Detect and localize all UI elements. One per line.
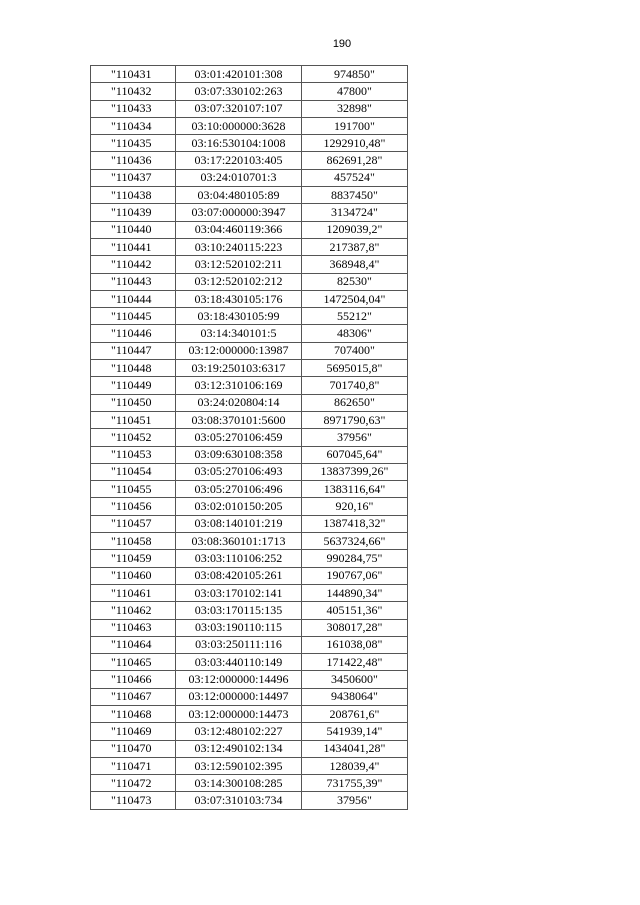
cadastral-number-cell: 03:05:270106:496 [176, 481, 302, 498]
row-number-cell: "110443 [91, 273, 176, 290]
cadastral-value-cell: 1434041,28" [302, 740, 408, 757]
cadastral-value-cell: 862650" [302, 394, 408, 411]
cadastral-number-cell: 03:12:310106:169 [176, 377, 302, 394]
cadastral-number-cell: 03:03:440110:149 [176, 654, 302, 671]
table-row [91, 169, 408, 186]
cadastral-value-cell: 8971790,63" [302, 411, 408, 428]
row-number-cell: "110466 [91, 671, 176, 688]
table-row [91, 550, 408, 567]
cadastral-number-cell: 03:17:220103:405 [176, 152, 302, 169]
cadastral-value-cell: 368948,4" [302, 256, 408, 273]
cadastral-value-cell: 9438064" [302, 688, 408, 705]
cadastral-value-cell: 541939,14" [302, 723, 408, 740]
cadastral-number-cell: 03:03:190110:115 [176, 619, 302, 636]
cadastral-number-cell: 03:12:520102:211 [176, 256, 302, 273]
row-number-cell: "110433 [91, 100, 176, 117]
table-row [91, 757, 408, 774]
cadastral-number-cell: 03:10:000000:3628 [176, 117, 302, 134]
cadastral-number-cell: 03:12:490102:134 [176, 740, 302, 757]
table-row [91, 325, 408, 342]
cadastral-number-cell: 03:09:630108:358 [176, 446, 302, 463]
cadastral-value-cell: 161038,08" [302, 636, 408, 653]
row-number-cell: "110438 [91, 187, 176, 204]
cadastral-value-cell: 171422,48" [302, 654, 408, 671]
row-number-cell: "110446 [91, 325, 176, 342]
table-row [91, 688, 408, 705]
table-row [91, 221, 408, 238]
cadastral-number-cell: 03:05:270106:459 [176, 429, 302, 446]
table-row [91, 117, 408, 134]
table-row [91, 83, 408, 100]
cadastral-number-cell: 03:10:240115:223 [176, 238, 302, 255]
table-row [91, 671, 408, 688]
table-row [91, 135, 408, 152]
row-number-cell: "110457 [91, 515, 176, 532]
row-number-cell: "110470 [91, 740, 176, 757]
table-row [91, 411, 408, 428]
cadastral-number-cell: 03:02:010150:205 [176, 498, 302, 515]
cadastral-number-cell: 03:07:310103:734 [176, 792, 302, 809]
table-row [91, 705, 408, 722]
table-row [91, 308, 408, 325]
row-number-cell: "110463 [91, 619, 176, 636]
cadastral-number-cell: 03:04:460119:366 [176, 221, 302, 238]
row-number-cell: "110449 [91, 377, 176, 394]
cadastral-number-cell: 03:03:170115:135 [176, 602, 302, 619]
cadastral-number-cell: 03:08:360101:1713 [176, 533, 302, 550]
cadastral-number-cell: 03:12:480102:227 [176, 723, 302, 740]
cadastral-value-cell: 32898" [302, 100, 408, 117]
cadastral-value-cell: 13837399,26" [302, 463, 408, 480]
cadastral-number-cell: 03:12:590102:395 [176, 757, 302, 774]
table-row [91, 238, 408, 255]
row-number-cell: "110440 [91, 221, 176, 238]
row-number-cell: "110431 [91, 66, 176, 83]
cadastral-number-cell: 03:14:340101:5 [176, 325, 302, 342]
cadastral-number-cell: 03:12:000000:14497 [176, 688, 302, 705]
table-row [91, 498, 408, 515]
cadastral-value-cell: 308017,28" [302, 619, 408, 636]
cadastral-value-cell: 48306" [302, 325, 408, 342]
cadastral-number-cell: 03:08:420105:261 [176, 567, 302, 584]
row-number-cell: "110471 [91, 757, 176, 774]
row-number-cell: "110464 [91, 636, 176, 653]
row-number-cell: "110445 [91, 308, 176, 325]
table-row [91, 481, 408, 498]
cadastral-value-cell: 1209039,2" [302, 221, 408, 238]
cadastral-number-cell: 03:04:480105:89 [176, 187, 302, 204]
cadastral-value-cell: 701740,8" [302, 377, 408, 394]
cadastral-value-cell: 55212" [302, 308, 408, 325]
table-row [91, 602, 408, 619]
cadastral-value-cell: 1292910,48" [302, 135, 408, 152]
cadastral-number-cell: 03:18:430105:176 [176, 290, 302, 307]
row-number-cell: "110460 [91, 567, 176, 584]
cadastral-value-cell: 707400" [302, 342, 408, 359]
row-number-cell: "110450 [91, 394, 176, 411]
row-number-cell: "110452 [91, 429, 176, 446]
cadastral-number-cell: 03:03:110106:252 [176, 550, 302, 567]
row-number-cell: "110448 [91, 360, 176, 377]
cadastral-number-cell: 03:05:270106:493 [176, 463, 302, 480]
cadastral-value-cell: 47800" [302, 83, 408, 100]
row-number-cell: "110473 [91, 792, 176, 809]
table-row [91, 463, 408, 480]
table-row [91, 584, 408, 601]
cadastral-number-cell: 03:03:170102:141 [176, 584, 302, 601]
table-row [91, 567, 408, 584]
table-row [91, 619, 408, 636]
cadastral-number-cell: 03:12:000000:14473 [176, 705, 302, 722]
table-row [91, 654, 408, 671]
cadastral-value-cell: 37956" [302, 792, 408, 809]
table-row [91, 256, 408, 273]
row-number-cell: "110469 [91, 723, 176, 740]
cadastral-value-cell: 37956" [302, 429, 408, 446]
cadastral-number-cell: 03:01:420101:308 [176, 66, 302, 83]
cadastral-value-cell: 5695015,8" [302, 360, 408, 377]
cadastral-value-cell: 990284,75" [302, 550, 408, 567]
cadastral-number-cell: 03:07:320107:107 [176, 100, 302, 117]
cadastral-value-cell: 862691,28" [302, 152, 408, 169]
row-number-cell: "110454 [91, 463, 176, 480]
cadastral-number-cell: 03:14:300108:285 [176, 775, 302, 792]
table-row [91, 636, 408, 653]
cadastral-number-cell: 03:03:250111:116 [176, 636, 302, 653]
cadastral-number-cell: 03:16:530104:1008 [176, 135, 302, 152]
cadastral-number-cell: 03:07:330102:263 [176, 83, 302, 100]
row-number-cell: "110461 [91, 584, 176, 601]
cadastral-number-cell: 03:08:370101:5600 [176, 411, 302, 428]
row-number-cell: "110434 [91, 117, 176, 134]
table-row [91, 360, 408, 377]
row-number-cell: "110472 [91, 775, 176, 792]
table-row [91, 100, 408, 117]
table-row [91, 740, 408, 757]
table-row [91, 792, 408, 809]
cadastral-value-cell: 731755,39" [302, 775, 408, 792]
row-number-cell: "110458 [91, 533, 176, 550]
table-row [91, 342, 408, 359]
table-row [91, 377, 408, 394]
cadastral-value-cell: 3450600" [302, 671, 408, 688]
row-number-cell: "110437 [91, 169, 176, 186]
cadastral-number-cell: 03:12:000000:13987 [176, 342, 302, 359]
table-row [91, 66, 408, 83]
table-row [91, 723, 408, 740]
cadastral-number-cell: 03:19:250103:6317 [176, 360, 302, 377]
row-number-cell: "110462 [91, 602, 176, 619]
row-number-cell: "110453 [91, 446, 176, 463]
row-number-cell: "110455 [91, 481, 176, 498]
cadastral-value-cell: 607045,64" [302, 446, 408, 463]
row-number-cell: "110442 [91, 256, 176, 273]
cadastral-value-cell: 920,16" [302, 498, 408, 515]
cadastral-number-cell: 03:07:000000:3947 [176, 204, 302, 221]
cadastral-number-cell: 03:24:020804:14 [176, 394, 302, 411]
cadastral-value-cell: 217387,8" [302, 238, 408, 255]
table-row [91, 204, 408, 221]
cadastral-value-cell: 1387418,32" [302, 515, 408, 532]
row-number-cell: "110444 [91, 290, 176, 307]
row-number-cell: "110465 [91, 654, 176, 671]
table-row [91, 273, 408, 290]
row-number-cell: "110432 [91, 83, 176, 100]
table-row [91, 187, 408, 204]
page-number: 190 [332, 38, 352, 50]
row-number-cell: "110447 [91, 342, 176, 359]
cadastral-value-cell: 190767,06" [302, 567, 408, 584]
row-number-cell: "110451 [91, 411, 176, 428]
row-number-cell: "110468 [91, 705, 176, 722]
cadastral-value-table [90, 65, 408, 810]
cadastral-value-cell: 974850" [302, 66, 408, 83]
table-row [91, 290, 408, 307]
cadastral-number-cell: 03:24:010701:3 [176, 169, 302, 186]
row-number-cell: "110459 [91, 550, 176, 567]
table-row [91, 394, 408, 411]
cadastral-value-cell: 82530" [302, 273, 408, 290]
cadastral-value-cell: 405151,36" [302, 602, 408, 619]
table-body [91, 66, 408, 810]
cadastral-value-cell: 5637324,66" [302, 533, 408, 550]
row-number-cell: "110441 [91, 238, 176, 255]
cadastral-value-cell: 457524" [302, 169, 408, 186]
row-number-cell: "110436 [91, 152, 176, 169]
cadastral-number-cell: 03:08:140101:219 [176, 515, 302, 532]
cadastral-value-cell: 1472504,04" [302, 290, 408, 307]
row-number-cell: "110456 [91, 498, 176, 515]
cadastral-number-cell: 03:12:520102:212 [176, 273, 302, 290]
row-number-cell: "110439 [91, 204, 176, 221]
cadastral-value-cell: 208761,6" [302, 705, 408, 722]
cadastral-value-cell: 144890,34" [302, 584, 408, 601]
cadastral-value-cell: 128039,4" [302, 757, 408, 774]
table-row [91, 533, 408, 550]
cadastral-value-cell: 1383116,64" [302, 481, 408, 498]
cadastral-value-cell: 8837450" [302, 187, 408, 204]
table-row [91, 429, 408, 446]
cadastral-number-cell: 03:18:430105:99 [176, 308, 302, 325]
cadastral-number-cell: 03:12:000000:14496 [176, 671, 302, 688]
table-row [91, 775, 408, 792]
row-number-cell: "110467 [91, 688, 176, 705]
cadastral-value-cell: 191700" [302, 117, 408, 134]
cadastral-value-cell: 3134724" [302, 204, 408, 221]
table-row [91, 446, 408, 463]
row-number-cell: "110435 [91, 135, 176, 152]
table-row [91, 515, 408, 532]
table-row [91, 152, 408, 169]
